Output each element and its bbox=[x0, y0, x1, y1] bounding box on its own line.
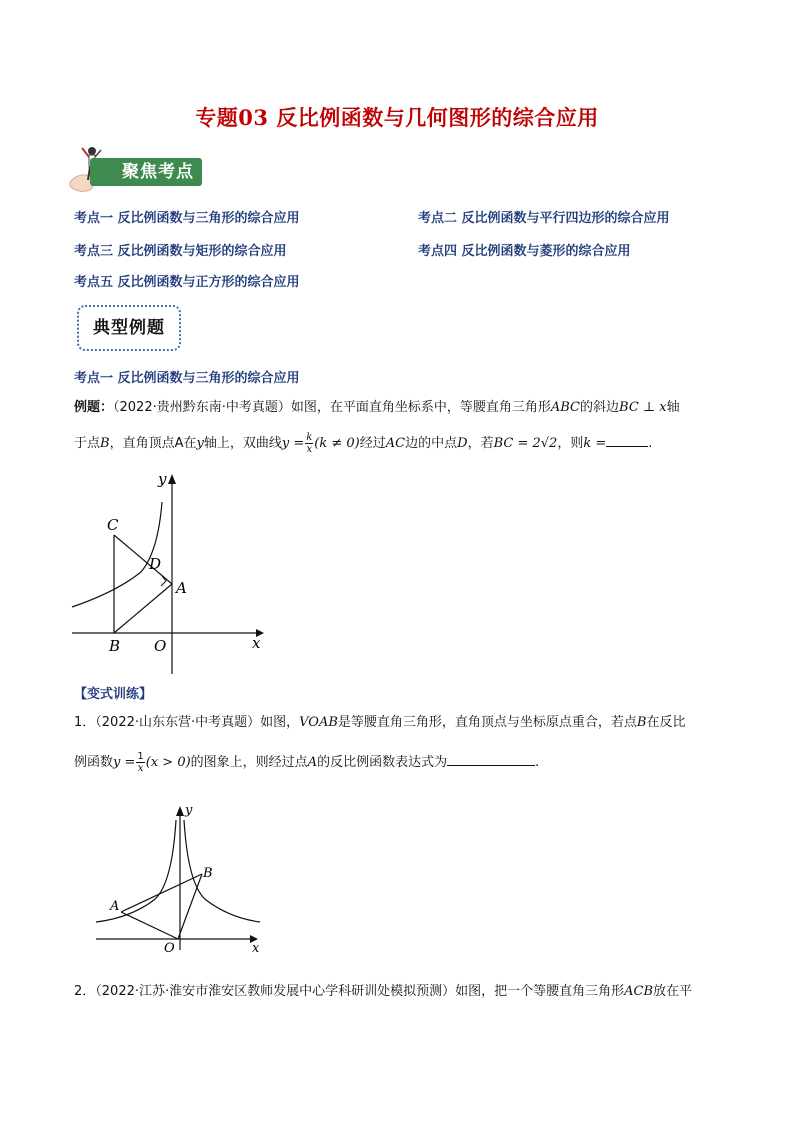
page-title: 专题03 反比例函数与几何图形的综合应用 bbox=[195, 105, 599, 130]
example-line-1: 例题：（2022·贵州黔东南·中考真题）如图，在平面直角坐标系中，等腰直角三角形ABC的斜边BC ⊥ x轴 bbox=[74, 400, 680, 415]
x-label: x bbox=[252, 634, 261, 652]
segment-ba bbox=[114, 584, 172, 633]
x-label: x bbox=[252, 941, 260, 955]
answer-blank[interactable] bbox=[606, 434, 648, 447]
example-figure bbox=[66, 462, 276, 682]
point-d-label: D bbox=[149, 555, 162, 573]
section-heading: 考点一 反比例函数与三角形的综合应用 bbox=[74, 371, 300, 386]
key-point-3: 考点三 反比例函数与矩形的综合应用 bbox=[74, 244, 287, 259]
right-hyperbola bbox=[184, 820, 260, 922]
training-heading: 【变式训练】 bbox=[74, 687, 153, 702]
right-angle-mark bbox=[161, 576, 166, 586]
segment-ca bbox=[114, 535, 172, 584]
y-label: y bbox=[158, 470, 167, 488]
point-a-label: A bbox=[110, 899, 120, 914]
key-point-1: 考点一 反比例函数与三角形的综合应用 bbox=[74, 211, 300, 226]
fraction-k-over-x: $\frac{k}{x}$ bbox=[306, 432, 313, 455]
typical-examples-label: 典型例题 bbox=[77, 305, 181, 351]
q1-line-1: 1．（2022·山东东营·中考真题）如图，VOAB是等腰直角三角形，直角顶点与坐标原点重合，若点B在反比 bbox=[74, 715, 686, 730]
q1-figure bbox=[90, 800, 280, 955]
origin-label: O bbox=[154, 637, 167, 655]
fraction-1-over-x: $\frac{1}{x}$ bbox=[137, 751, 144, 774]
point-b-label: B bbox=[203, 866, 213, 881]
y-label: y bbox=[185, 803, 193, 818]
focus-banner bbox=[68, 142, 204, 194]
origin-label: O bbox=[164, 941, 175, 955]
key-point-5: 考点五 反比例函数与正方形的综合应用 bbox=[74, 275, 300, 290]
focus-banner-label: 聚焦考点 bbox=[90, 158, 202, 186]
point-c-label: C bbox=[107, 516, 119, 534]
segment-ao bbox=[121, 912, 178, 939]
point-b-label: B bbox=[109, 637, 121, 655]
key-point-4: 考点四 反比例函数与菱形的综合应用 bbox=[418, 244, 631, 259]
q2-line-1: 2．（2022·江苏·淮安市淮安区教师发展中心学科研训处模拟预测）如图，把一个等腰直角三角形ACB放在平 bbox=[74, 984, 693, 999]
y-axis-arrow-icon bbox=[176, 806, 184, 816]
q1-line-2: 例函数y = $\frac{1}{x}$ (x > 0)的图象上，则经过点A的反比例函数表达式为 . bbox=[74, 751, 540, 774]
answer-blank[interactable] bbox=[447, 753, 535, 766]
example-line-2: 于点B，直角顶点A在y轴上，双曲线y = $\frac{k}{x}$ (k ≠ 0)经过AC边的中点D，若BC = 2√2，则k = . bbox=[74, 432, 653, 455]
y-axis-arrow-icon bbox=[168, 474, 176, 484]
key-point-2: 考点二 反比例函数与平行四边形的综合应用 bbox=[418, 211, 670, 226]
point-a-label: A bbox=[176, 579, 187, 597]
left-hyperbola bbox=[96, 820, 176, 922]
